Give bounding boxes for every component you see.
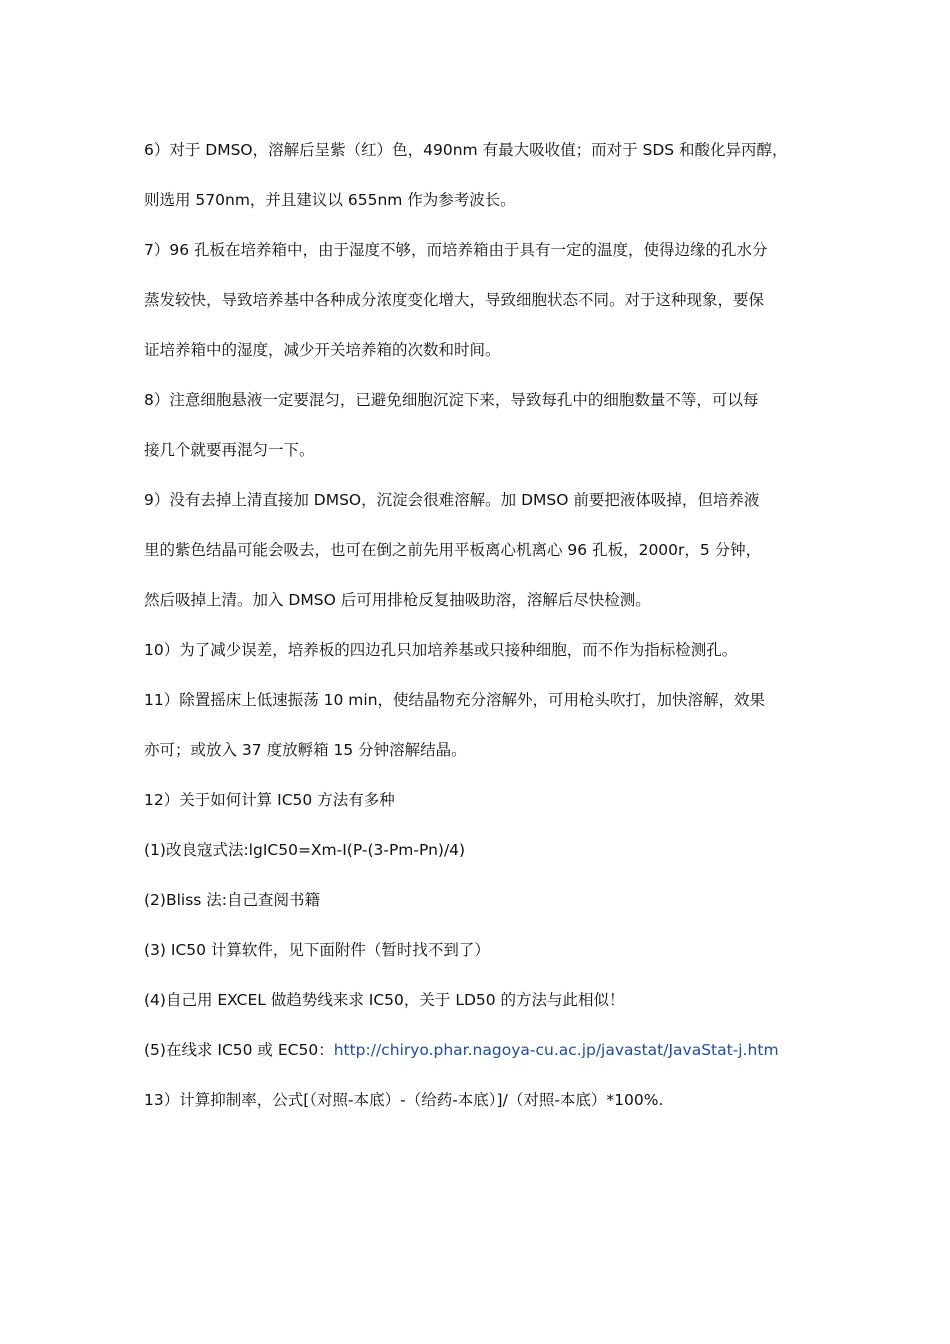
- text-line: 11）除置摇床上低速振荡 10 min，使结晶物充分溶解外，可用枪头吹打，加快溶解，效果: [144, 691, 766, 709]
- text-line: 7）96 孔板在培养箱中，由于湿度不够，而培养箱由于具有一定的温度，使得边缘的孔水分: [144, 241, 768, 259]
- text-line: 则选用 570nm，并且建议以 655nm 作为参考波长。: [144, 191, 516, 209]
- online-calculator-line: [144, 1025, 812, 1075]
- text-line: 证培养箱中的湿度，减少开关培养箱的次数和时间。: [144, 341, 501, 359]
- document-body: [144, 125, 812, 1125]
- text-line: (3) IC50 计算软件，见下面附件（暂时找不到了）: [144, 941, 490, 959]
- text-line: 8）注意细胞悬液一定要混匀，已避免细胞沉淀下来，导致每孔中的细胞数量不等，可以每: [144, 391, 759, 409]
- text-line: (2)Bliss 法:自己查阅书籍: [144, 891, 321, 909]
- text-line: (4)自己用 EXCEL 做趋势线来求 IC50，关于 LD50 的方法与此相似！: [144, 991, 625, 1009]
- text-line: 接几个就要再混匀一下。: [144, 441, 315, 459]
- text-line: 6）对于 DMSO，溶解后呈紫（红）色，490nm 有最大吸收值；而对于 SDS 和酸化异丙醇，: [144, 141, 788, 159]
- javastat-link[interactable]: http://chiryo.phar.nagoya-cu.ac.jp/javastat/JavaStat-j.htm: [333, 1041, 779, 1059]
- text-line: 亦可；或放入 37 度放孵箱 15 分钟溶解结晶。: [144, 741, 467, 759]
- text-line: 蒸发较快，导致培养基中各种成分浓度变化增大，导致细胞状态不同。对于这种现象，要保: [144, 291, 765, 309]
- online-calculator-prefix: (5)在线求 IC50 或 EC50：: [144, 1041, 334, 1059]
- text-line: (1)改良寇式法:lgIC50=Xm-I(P-(3-Pm-Pn)/4): [144, 841, 466, 859]
- text-line: 9）没有去掉上清直接加 DMSO，沉淀会很难溶解。加 DMSO 前要把液体吸掉，但培养液: [144, 491, 760, 509]
- text-line: 10）为了减少误差，培养板的四边孔只加培养基或只接种细胞，而不作为指标检测孔。: [144, 641, 738, 659]
- text-line: 12）关于如何计算 IC50 方法有多种: [144, 791, 395, 809]
- text-line: 里的紫色结晶可能会吸去，也可在倒之前先用平板离心机离心 96 孔板，2000r，5 分钟，: [144, 541, 762, 559]
- text-line: 13）计算抑制率，公式[（对照-本底）-（给药-本底）]/（对照-本底）*100%.: [144, 1091, 664, 1109]
- text-line: 然后吸掉上清。加入 DMSO 后可用排枪反复抽吸助溶，溶解后尽快检测。: [144, 591, 651, 609]
